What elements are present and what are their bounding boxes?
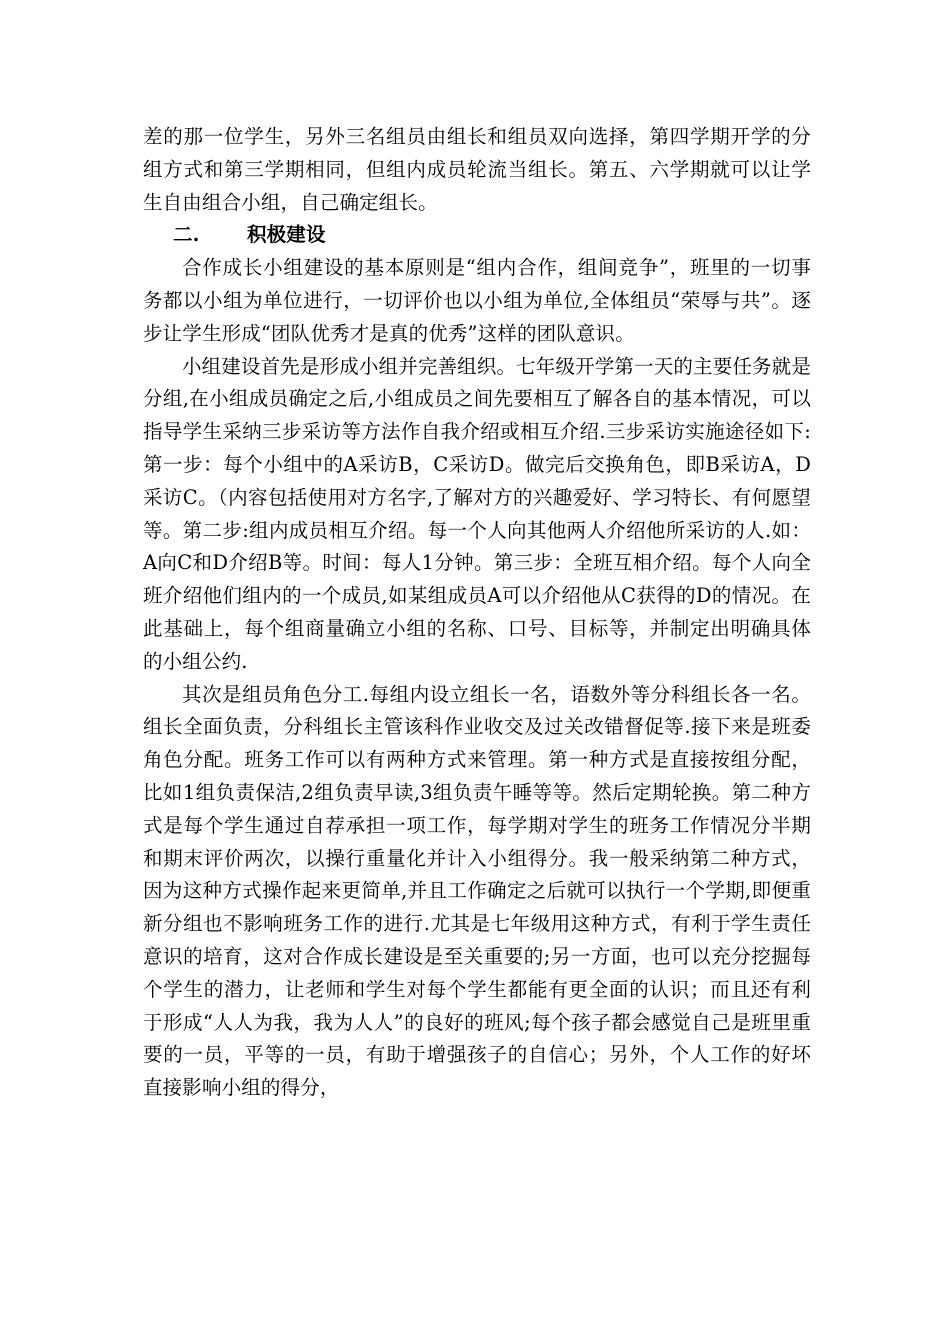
- paragraph-principle: 合作成长小组建设的基本原则是“组内合作，组间竞争”，班里的一切事务都以小组为单位进行，一切评价也以小组为单位,全体组员“荣辱与共”。逐步让学生形成“团队优秀才是真的优秀”这样的团队意识。: [143, 256, 811, 345]
- section-heading-title: 积极建设: [247, 223, 326, 247]
- paragraph-continued: 差的那一位学生，另外三名组员由组长和组员双向选择，第四学期开学的分组方式和第三学期相同，但组内成员轮流当组长。第五、六学期就可以让学生自由组合小组，自己确定组长。: [143, 125, 811, 214]
- document-body: [143, 121, 811, 1105]
- section-heading-number: 二.: [173, 223, 200, 247]
- paragraph-role-division: 其次是组员角色分工.每组内设立组长一名，语数外等分科组长各一名。组长全面负责，分科组长主管该科作业收交及过关改错督促等.接下来是班委角色分配。班务工作可以有两种方式来管理。第一种方式是直接按组分配，比如1组负责保洁,2组负责早读,3组负责午睡等等。然后定期轮换。第二种方式是每个学生通过自荐承担一项工作，每学期对学生的班务工作情况分半期和期末评价两次，以操行重量化并计入小组得分。我一般采纳第二种方式，因为这种方式操作起来更简单,并且工作确定之后就可以执行一个学期,即便重新分组也不影响班务工作的进行.尤其是七年级用这种方式，有利于学生责任意识的培育，这对合作成长建设是至关重要的;另一方面，也可以充分挖掘每个学生的潜力，让老师和学生对每个学生都能有更全面的认识；而且还有利于形成“人人为我，我为人人”的良好的班风;每个孩子都会感觉自己是班里重要的一员，平等的一员，有助于增强孩子的自信心；另外，个人工作的好坏直接影响小组的得分，: [143, 682, 811, 1100]
- section-heading: [143, 219, 811, 252]
- paragraph-group-formation: 小组建设首先是形成小组并完善组织。七年级开学第一天的主要任务就是分组,在小组成员确定之后,小组成员之间先要相互了解各自的基本情况，可以指导学生采纳三步采访等方法作自我介绍或相互介绍.三步采访实施途径如下:第一步：每个小组中的A采访B，C采访D。做完后交换角色，即B采访A，D采访C。（内容包括使用对方名字,了解对方的兴趣爱好、学习特长、有何愿望等。第二步:组内成员相互介绍。每一个人向其他两人介绍他所采访的人.如：A向C和D介绍B等。时间：每人1分钟。第三步：全班互相介绍。每个人向全班介绍他们组内的一个成员,如某组成员A可以介绍他从C获得的D的情况。在此基础上，每个组商量确立小组的名称、口号、目标等，并制定出明确具体的小组公约.: [143, 354, 811, 673]
